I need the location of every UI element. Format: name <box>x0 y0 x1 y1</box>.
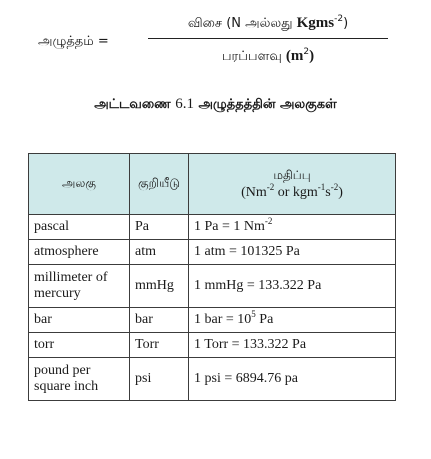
formula-lhs: அழுத்தம் = <box>38 34 109 49</box>
header-units-exp: -2 <box>266 182 275 192</box>
header-value <box>189 154 396 215</box>
caption-prefix: அட்டவணை <box>94 97 176 112</box>
cell-value <box>189 308 396 333</box>
table-row <box>29 265 396 308</box>
table-row <box>29 215 396 240</box>
cell-symbol: mmHg <box>130 265 189 308</box>
header-units-part: ) <box>338 185 343 200</box>
value-text: 1 atm = 101325 Pa <box>194 244 300 259</box>
cell-unit: bar <box>29 308 130 333</box>
cell-unit: pound per square inch <box>29 358 130 401</box>
formula-denominator <box>148 45 388 67</box>
cell-value <box>189 240 396 265</box>
value-text: Pa <box>255 312 274 327</box>
numerator-exponent: -2 <box>334 14 344 24</box>
header-symbol: குறியீடு <box>130 154 189 215</box>
table-caption <box>0 96 431 113</box>
denominator-text: பரப்பளவு <box>221 49 286 64</box>
caption-number: 6.1 <box>175 96 194 112</box>
cell-symbol: atm <box>130 240 189 265</box>
header-value-title: மதிப்பு <box>273 168 311 182</box>
cell-unit: torr <box>29 333 130 358</box>
formula-numerator <box>148 12 388 34</box>
value-text: 1 mmHg = 133.322 Pa <box>194 278 322 293</box>
pressure-units-table <box>28 153 396 401</box>
caption-suffix: அழுத்தத்தின் அலகுகள் <box>193 97 337 112</box>
value-text: 1 bar = 10 <box>194 312 252 327</box>
value-text: 1 Pa = 1 Nm <box>194 219 265 234</box>
table-row <box>29 358 396 401</box>
cell-value <box>189 265 396 308</box>
table-row <box>29 333 396 358</box>
value-exp: 5 <box>251 309 256 319</box>
formula-fraction <box>148 12 388 67</box>
header-units-part: s <box>325 185 331 200</box>
numerator-close: ) <box>343 16 349 31</box>
table-row <box>29 308 396 333</box>
pressure-formula <box>0 0 431 80</box>
table-row <box>29 240 396 265</box>
numerator-unit: Kgms <box>296 15 335 31</box>
header-units-part: (Nm <box>241 185 267 200</box>
value-text: 1 psi = 6894.76 pa <box>194 371 298 386</box>
cell-symbol: Pa <box>130 215 189 240</box>
cell-symbol: bar <box>130 308 189 333</box>
cell-unit: pascal <box>29 215 130 240</box>
header-unit: அலகு <box>29 154 130 215</box>
cell-symbol: psi <box>130 358 189 401</box>
cell-value <box>189 333 396 358</box>
denominator-unit: (m <box>285 48 304 64</box>
cell-value <box>189 358 396 401</box>
denominator-exponent: 2 <box>303 47 310 57</box>
table-header-row <box>29 154 396 215</box>
denominator-close: ) <box>309 48 315 64</box>
cell-value <box>189 215 396 240</box>
cell-unit: millimeter of mercury <box>29 265 130 308</box>
numerator-text: விசை (N அல்லது <box>187 16 297 31</box>
header-value-units <box>194 184 390 201</box>
header-units-exp: -1 <box>317 182 326 192</box>
cell-symbol: Torr <box>130 333 189 358</box>
header-units-exp: -2 <box>330 182 339 192</box>
header-units-part: or kgm <box>274 185 318 200</box>
value-text: 1 Torr = 133.322 Pa <box>194 337 307 352</box>
cell-unit: atmosphere <box>29 240 130 265</box>
fraction-bar <box>148 38 388 39</box>
value-exp: -2 <box>264 216 273 226</box>
